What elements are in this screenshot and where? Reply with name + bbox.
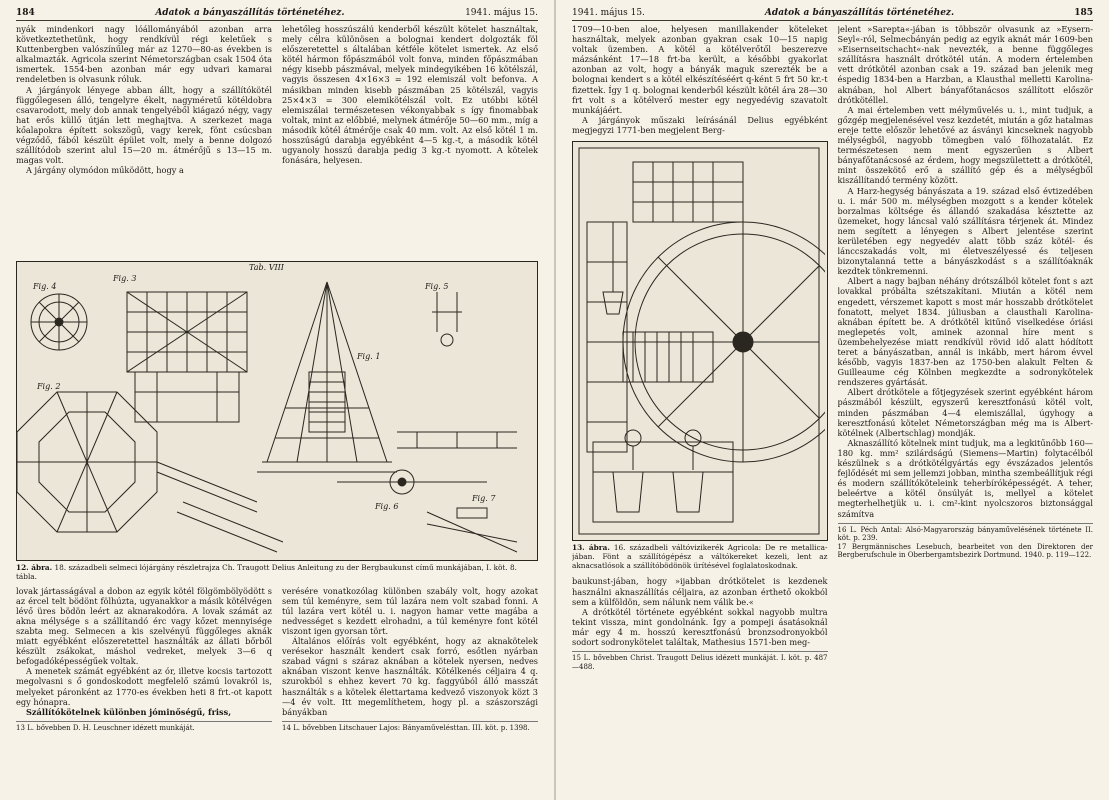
paragraph: lovak jártasságával a dobon az egyik kötél fölgömbölyödött s az ércel telt bödönt fölhúzta, ugyanakkor a másik kötélvégen lévő üres bödön leért az aknarakodóra. A lovak számát az akna mélysége s a szállítandó érc vagy kőzet mennyisége szabta meg. Selmecen a kis szelvényű függőleges aknák miatt egyébként előszeretettel használták az állati bőrből készült zsákokat, máshol vedreket, melyek 3—6 q befogadóképességűek voltak. <box>16 585 272 667</box>
caption-text: 18. századbeli selmeci lójárgány részletrajza Ch. Traugott Delius Anleitung zu der Bergbaukunst című munkájában, I. köt. 8. tábla. <box>16 563 517 581</box>
fig-label: Fig. 1 <box>357 352 381 361</box>
footnote-entry: 17 Bergmännisches Lesebuch, bearbeitet von den Direktoren der Bergberufschule in Oberbergamtsbezirk Dortmund. 1940. p. 119—122. <box>837 542 1093 560</box>
text-column <box>16 24 272 257</box>
paragraph: jelent »Sarepta«-jában is többször olvasunk az »Eysern-Seyl«-ról, Selmecbányán pedig az egyik aknát már 1609-ben »Eisernseitschacht«-nak nevezték, a benne függőleges szállításra használt drótkötél után. A modern értelemben vett drótkötél azonban csak a 19. század ban jelenik meg éspedig 1834-ben a Harzban, a Klausthal melletti Karolina-aknában, hol Albert bányafőtanácsos szállított először drótkötéllel. <box>837 24 1093 105</box>
paragraph: Albert drótkötele a főtjegyzések szerint egyébként három pászmából készült, egyszerű keresztfonású kötél volt, minden pászmában 4—4 elemiszállal, úgyhogy a keresztfonású kötelet Németországban még ma is Albert-kötélnek (Albertschlag) mondják. <box>837 387 1093 438</box>
issue-date: 1941. május 15. <box>572 8 645 18</box>
page-number: 185 <box>1074 8 1093 18</box>
horse-whim-engraving <box>17 262 537 560</box>
footnote: 15 L. bővebben Christ. Traugott Delius idézett munkáját. I. köt. p. 487—488. <box>572 651 828 671</box>
paragraph: Albert a nagy bajban néhány drótszálból kötelet font s azt lovakkal próbálta szétszakítani. Miután a kötél nem engedett, vérszemet kapott s most már hosszabb drótkötelet fonatott, melyet 1834. júliusban a clausthali Karolina-aknában épített be. A drótkötél kitűnő viselkedése óriási meglepetés volt, aminek azonnal híre ment s üzembehelyezése miatt rendkívül rövid idő alatt hódított teret a bányászatban, annál is inkább, mert három évvel később, vagyis 1837-ben az 1750-ben alakult Felten & Guilleaume cég Kölnben megkezdte a sodronykötelek rendszeres gyártását. <box>837 276 1093 388</box>
text-column <box>16 586 272 796</box>
paragraph: Általános előírás volt egyébként, hogy az aknakötelek verésekor használt kendert csak forró, esőtlen nyárban szabad vágni s száraz aknában a kötelek nyersen, nedves aknában viszont kenve használták. Kötélkenés céljaira 4 q. szurokból s ehhez kevert 70 kg. faggyúból álló masszát használták s a kötelek élettartama kedvező viszonyok közt 3—4 év volt. Itt megemlíthetem, hogy pl. a szászországi bányákban <box>282 636 538 717</box>
paragraph: A drótkötél története egyébként sokkal nagyobb multra tekint vissza, mint gondolnánk. Így a pompeji ásatásoknál már egy 4 m. hosszú keresztfonású bronzsodronyokból sodort sodronykötelet találtak, Mathesius 1571-ben meg- <box>572 606 828 647</box>
fig-label: Fig. 4 <box>33 282 57 291</box>
fig-label: Fig. 5 <box>425 282 449 291</box>
fig-label: Fig. 2 <box>37 382 61 391</box>
paragraph: A járgányok lényege abban állt, hogy a szállítókötél függőlegesen álló, tengelyre ékelt, nagyméretű kötéldobra csavarodott, mely dob annak tengelyéből kiágazó négy, vagy hat erős küllő útján lett meghajtva. A szerkezet maga kőalapokra épített sokszögű, vagy kerek, fönt csúcsban végződő, fából készült épület volt, mely a benne dolgozó szállítódob szerint alul 15—20 m. átmérőjű s 13—15 m. magas volt. <box>16 84 272 166</box>
figure-caption <box>16 564 538 582</box>
caption-number: 13. ábra. <box>572 543 610 553</box>
paragraph: Szállítókötelnek különben jóminőségű, friss, <box>26 706 232 717</box>
text-column <box>282 586 538 796</box>
fig-label: Fig. 3 <box>113 274 137 283</box>
fig-label: Fig. 6 <box>375 502 399 511</box>
running-title: Adatok a bányaszállítás történetéhez. <box>155 8 345 18</box>
running-head-left <box>16 8 538 21</box>
right-text-columns <box>572 24 1093 794</box>
bottom-text-columns <box>16 586 538 796</box>
paragraph: A mai értelemben vett mélyművelés u. i., mint tudjuk, a gőzgép megjelenésével vesz kezdetét, miután a gőz hatalmas ereje tette először lehetővé az ásványi kincseknek nagyobb mélységből, nagyobb tömegben való fölhozatalát. Ez természetesen nem ment egyszerűen s Albert bányafőtanácsosé az érdem, hogy megszülettett a drótkötél, mint összekötő erő a szállító gép és a mélységből kiszállítandó termény között. <box>837 104 1093 186</box>
running-title: Adatok a bányaszállítás történetéhez. <box>764 8 955 18</box>
paragraph: A járgányok műszaki leírásánál Delius egyébként megjegyzi 1771-ben megjelent Berg- <box>572 114 828 135</box>
figure-caption <box>572 544 828 570</box>
paragraph: A járgány olymódon működött, hogy a <box>26 165 184 176</box>
caption-text: 16. századbeli váltóvizikerék Agricola: De re metallica-jában. Fönt a szállítógépész a váltókereket kezeli, lent az aknacsatlósok a szállítóbödönök ürítésével foglalatoskodnak. <box>572 543 828 570</box>
paragraph: A Harz-hegység bányászata a 19. század első évtizedében u. i. már 500 m. mélységben mozgott s a kender kötelek borzalmas költsége és állandó szakadása késztette az üzemeket, hogy láncsal való szállításra térjenek át. Mindez nem segített a lényegen s Albert jelentése szerint kerületében egy negyedév alatt több száz kötél- és lánccszakadás volt, mi életveszélyessé és teljesen bizonytalanná tette a bányászkodást s a szállítóaknák kezdtek tönkremenni. <box>837 185 1093 277</box>
footnote-entry: 16 L. Péch Antal: Alsó-Magyarország bányaművelésének története II. köt. p. 239. <box>837 525 1093 543</box>
plate-title: Tab. VIII <box>249 263 284 272</box>
water-wheel-engraving <box>573 142 825 540</box>
text-column <box>282 24 538 257</box>
engraving-water-wheel <box>572 141 828 541</box>
text-column <box>838 24 1094 794</box>
top-text-columns <box>16 24 538 257</box>
paragraph: verésére vonatkozólag különben szabály volt, hogy azokat sem túl keményre, sem túl lazára nem volt szabad fonni. A túl lazára vert kötél u. i. nagyon hamar vette magába a nedvességet s kezdett elrohadni, a túl keményre font kötél viszont igen gyorsan tört. <box>282 585 538 636</box>
footnote: 13 L. bővebben D. H. Leuschner idézett munkáját. <box>16 721 272 733</box>
paragraph: 1709—10-ben aloe, helyesen manillakender köteleket használtak, melyek azonban gyakran csak 10—15 napig voltak üzemben. A kötél a kötélverőtől beszerezve mázsánként 17—18 frt-ba került, a későbbi gyakorlat azonban az volt, hogy a bányák maguk szerezték be a bolognai kendert s a kötél elkészítéséért q-ként 5 frt 50 kr.-t fizettek. Így 1 q. bolognai kenderből készült kötél ára 28—30 frt volt s a kötélverő mester egy negyedévig szavatolt munkájáért. <box>572 24 828 115</box>
engraving-plate-horse-whim <box>16 261 538 561</box>
paragraph: Aknaszállító kötelnek mint tudjuk, ma a legkitűnőbb 160—180 kg. mm² szilárdságú (Siemens—Martin) folytacélból készülnek s a drótkötélgyártás egy évszázados jelentős fejlődését mi sem jellemzi jobban, mintha szembeállítjuk régi és modern szállítóköteleink teherbíróképességét. A teher, beleértve a kötél önsúlyát is, mellyel a kötelet megterhelhetjük u. i. cm²-kint nyolcszoros biztonsággal számítva <box>837 437 1093 519</box>
footnote: 14 L. bővebben Litschauer Lajos: Bányaművelésttan. III. köt. p. 1398. <box>282 721 538 733</box>
right-page <box>556 0 1109 800</box>
caption-number: 12. ábra. <box>16 563 53 572</box>
text-column <box>572 24 828 794</box>
paragraph: lehetőleg hosszúszálú kenderből készült kötelet használtak, mely célra különösen a bolognai kendert dolgozták föl előszeretettel s általában kétféle kötelet ismertek. Az első kötél hármon főpászmából volt fonva, minden főpászmában négy kisebb pászmával, melyek mindegyikében 16 kötélszál, vagyis összesen 4×16×3 = 192 elemiszál volt befonva. A másikban minden kisebb pászmában 25 kötélszál, vagyis 25×4×3 = 300 elemikötélszál volt. Ez utóbbi kötél elemiszálai természetesen vékonyabbak s így finomabbak voltak, mint az előbbié, melynek átmérője 50—60 mm., míg a második kötél átmérője csak 40 mm. volt. Az első kötél 1 m. hosszúságú darabja egyébként 4—5 kg.-t, a második kötél ugyanoly hosszú darabja pedig 3 kg.-t nyomott. A kötelek fonására, helyesen. <box>282 24 538 166</box>
paragraph: nyák mindenkori nagy lóállományából azonban arra következtethetünk, hogy rendkívül régi keletűek s Kuttenbergben valószínűleg már az 1270—80-as években is alkalmazták. Agricola szerint Németországban csak 1504 óta ismertek. 1554-ben azonban már egy udvari kamarai rendeletben is olvasunk róluk. <box>16 24 272 85</box>
paragraph: baukunst-jában, hogy »ijabban drótkötelet is kezdenek használni aknaszállítás céljaira, az azonban érthető okokból sem a külföldön, sem nálunk nem válik be.« <box>572 576 828 607</box>
issue-date: 1941. május 15. <box>465 8 538 18</box>
footnote <box>838 523 1094 560</box>
paragraph: A menetek számát egyébként az ór, illetve kocsis tartozott megolvasni s ő gondoskodott megfelelő számú lovakról is, melyeket páronként az 1770-es években heti 8 frt.-ot kapott egy hónapra. <box>16 666 272 707</box>
left-page <box>0 0 554 800</box>
running-head-right <box>572 8 1093 21</box>
fig-label: Fig. 7 <box>472 494 496 503</box>
page-number: 184 <box>16 8 35 18</box>
